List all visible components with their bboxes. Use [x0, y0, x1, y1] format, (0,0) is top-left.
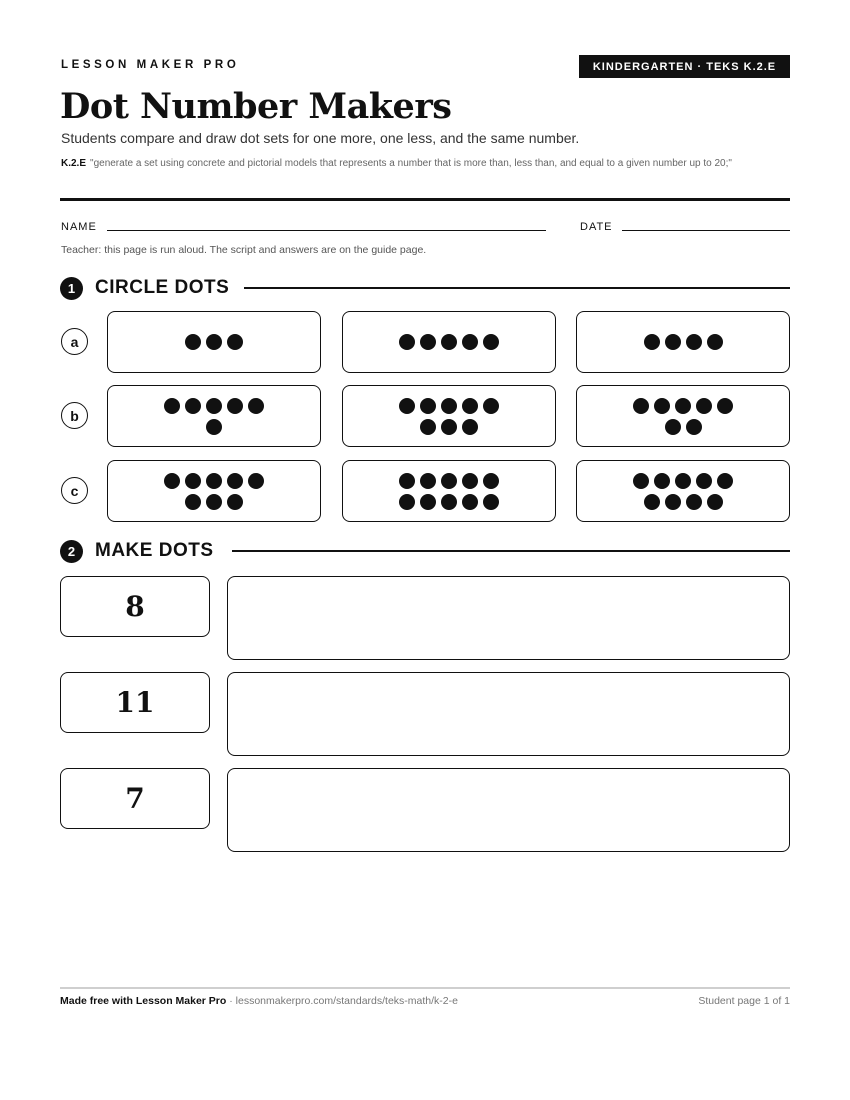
dot [185, 473, 201, 489]
dot [696, 398, 712, 414]
dot [462, 334, 478, 350]
dot-drawing-area[interactable] [227, 576, 790, 660]
dot [420, 419, 436, 435]
dot [717, 473, 733, 489]
date-label: DATE [580, 221, 613, 233]
dot [185, 494, 201, 510]
dot [185, 398, 201, 414]
dot-row [399, 334, 499, 350]
header-divider [60, 198, 790, 201]
dot [399, 334, 415, 350]
dot [248, 473, 264, 489]
dot [399, 494, 415, 510]
dot-card[interactable] [107, 385, 321, 447]
dot [483, 473, 499, 489]
dot-card[interactable] [342, 385, 556, 447]
dot-row [185, 494, 243, 510]
date-field[interactable] [622, 230, 790, 231]
dot [441, 494, 457, 510]
section-number-badge: 1 [60, 277, 83, 300]
dot-card[interactable] [107, 460, 321, 522]
teacher-note: Teacher: this page is run aloud. The script and answers are on the guide page. [61, 244, 427, 256]
dot [399, 398, 415, 414]
footer-divider [60, 987, 790, 989]
dot-card[interactable] [576, 460, 790, 522]
section-number-badge: 2 [60, 540, 83, 563]
dot [227, 334, 243, 350]
dot [483, 398, 499, 414]
dot [441, 398, 457, 414]
target-number-card: 7 [60, 768, 210, 829]
grade-standard-badge: KINDERGARTEN · TEKS K.2.E [579, 55, 790, 78]
footer-page-number: Student page 1 of 1 [698, 995, 790, 1007]
dot [462, 419, 478, 435]
section-make-dots-header [60, 539, 214, 563]
section-divider [244, 287, 790, 289]
dot-row [185, 334, 243, 350]
dot-row [665, 419, 702, 435]
standard-description [61, 155, 791, 172]
dot [462, 494, 478, 510]
dot-card[interactable] [576, 311, 790, 373]
row-label-c: c [61, 477, 88, 504]
dot-row [399, 398, 499, 414]
dot [441, 419, 457, 435]
dot-row [399, 494, 499, 510]
dot [665, 494, 681, 510]
section-divider [232, 550, 790, 552]
dot-row [206, 419, 222, 435]
standard-code: K.2.E [61, 158, 87, 169]
dot-card[interactable] [342, 460, 556, 522]
dot-card[interactable] [576, 385, 790, 447]
dot-row [644, 334, 723, 350]
dot [227, 494, 243, 510]
dot [227, 398, 243, 414]
footer-made-with: Made free with Lesson Maker Pro [60, 995, 227, 1007]
standard-text: "generate a set using concrete and pictorial models that represents a number that is more than, less than, and equal to a given number up to 20;" [90, 158, 732, 169]
dot [675, 398, 691, 414]
dot [654, 473, 670, 489]
dot [462, 473, 478, 489]
dot [441, 473, 457, 489]
dot [248, 398, 264, 414]
dot [644, 334, 660, 350]
dot [206, 473, 222, 489]
dot [654, 398, 670, 414]
dot [206, 494, 222, 510]
dot [665, 334, 681, 350]
dot [686, 419, 702, 435]
dot [633, 473, 649, 489]
page-subtitle: Students compare and draw dot sets for one more, one less, and the same number. [61, 130, 580, 146]
section-title: CIRCLE DOTS [95, 277, 230, 298]
dot-row [164, 398, 264, 414]
dot [420, 494, 436, 510]
brand-name: LESSON MAKER PRO [61, 59, 240, 71]
dot-drawing-area[interactable] [227, 768, 790, 852]
dot [185, 334, 201, 350]
section-circle-dots-header [60, 276, 229, 300]
dot [227, 473, 243, 489]
dot [707, 494, 723, 510]
dot [420, 398, 436, 414]
footer-credit [60, 995, 458, 1007]
dot [483, 334, 499, 350]
dot-card[interactable] [107, 311, 321, 373]
dot [420, 334, 436, 350]
dot [686, 334, 702, 350]
dot [399, 473, 415, 489]
dot [164, 398, 180, 414]
dot [420, 473, 436, 489]
dot [164, 473, 180, 489]
dot [717, 398, 733, 414]
dot [206, 334, 222, 350]
dot [462, 398, 478, 414]
dot [696, 473, 712, 489]
dot-row [633, 398, 733, 414]
dot-row [399, 473, 499, 489]
dot-row [420, 419, 478, 435]
target-number-card: 11 [60, 672, 210, 733]
dot [206, 419, 222, 435]
target-number-card: 8 [60, 576, 210, 637]
name-field[interactable] [107, 230, 546, 231]
dot [707, 334, 723, 350]
dot-row [644, 494, 723, 510]
dot [633, 398, 649, 414]
dot-row [164, 473, 264, 489]
dot [644, 494, 660, 510]
dot-card[interactable] [342, 311, 556, 373]
dot [686, 494, 702, 510]
dot [483, 494, 499, 510]
row-label-a: a [61, 328, 88, 355]
dot-row [633, 473, 733, 489]
name-label: NAME [61, 221, 97, 233]
page-title: Dot Number Makers [60, 86, 452, 127]
section-title: MAKE DOTS [95, 540, 214, 561]
dot [675, 473, 691, 489]
footer-url: · lessonmakerpro.com/standards/teks-math/k-2-e [226, 995, 458, 1007]
dot [665, 419, 681, 435]
dot [441, 334, 457, 350]
dot [206, 398, 222, 414]
dot-drawing-area[interactable] [227, 672, 790, 756]
row-label-b: b [61, 402, 88, 429]
